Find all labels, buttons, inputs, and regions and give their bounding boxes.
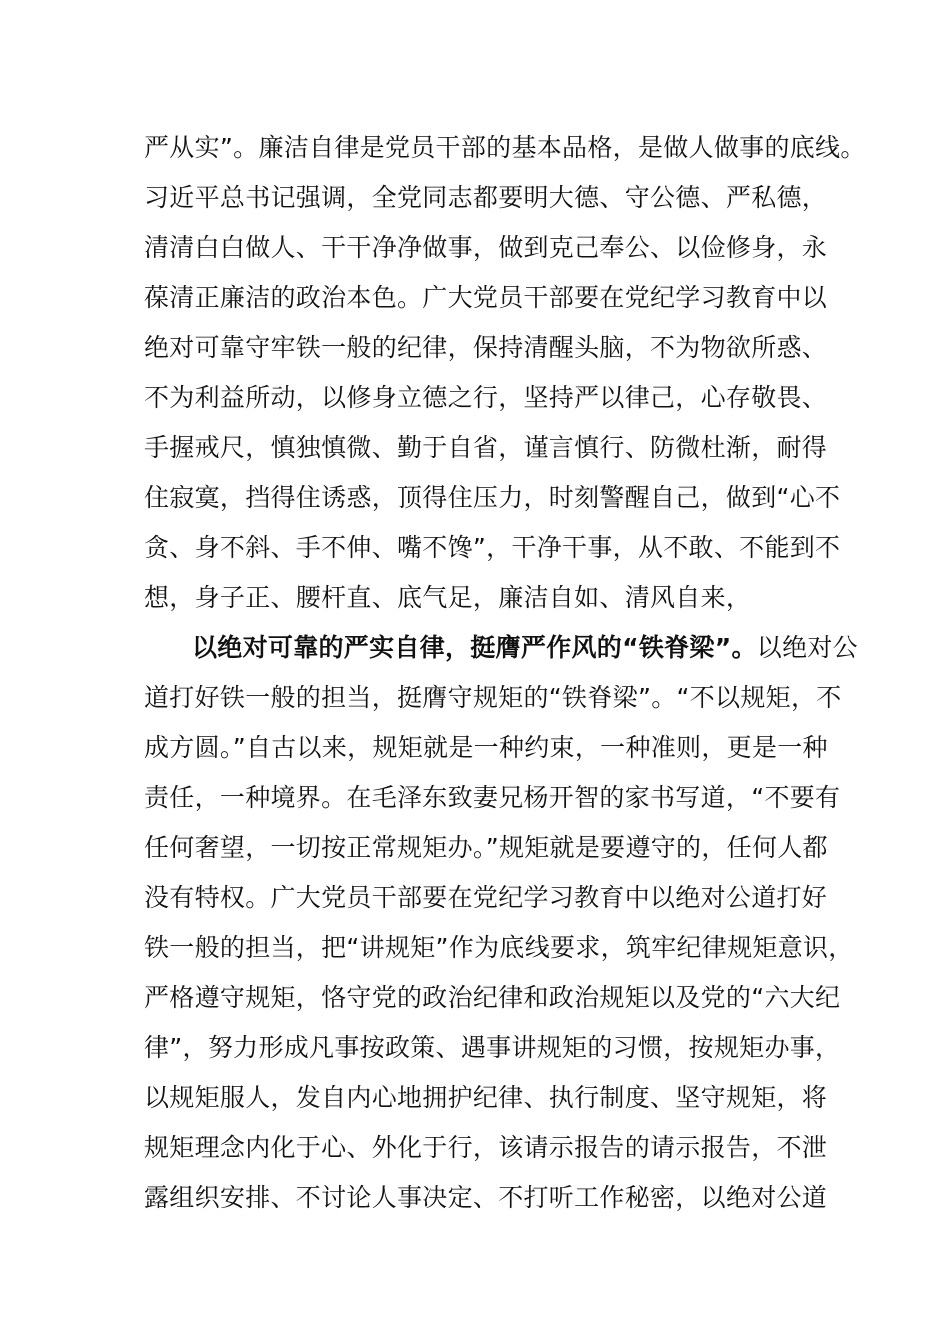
paragraph-2 bbox=[144, 623, 858, 1223]
paragraph-1 bbox=[144, 123, 866, 623]
text-line: 习近平总书记强调，全党同志都要明大德、守公德、严私德， bbox=[144, 183, 828, 212]
text-line: 不为利益所动，以修身立德之行，坚持严以律己，心存敬畏、 bbox=[144, 383, 828, 412]
paragraph-heading: 以绝对可靠的严实自律，挺膺严作风的“铁脊梁”。 bbox=[192, 633, 757, 662]
text-line: 律”，努力形成凡事按政策、遇事讲规矩的习惯，按规矩办事， bbox=[144, 1033, 841, 1062]
text-line: 手握戒尺，慎独慎微、勤于自省，谨言慎行、防微杜渐，耐得 bbox=[144, 433, 828, 462]
text-line: 绝对可靠守牢铁一般的纪律，保持清醒头脑，不为物欲所惑、 bbox=[144, 333, 828, 362]
text-line: 铁一般的担当，把“讲规矩”作为底线要求，筑牢纪律规矩意识， bbox=[144, 933, 854, 962]
text-line: 清清白白做人、干干净净做事，做到克己奉公、以俭修身，永 bbox=[144, 233, 828, 262]
text-line: 道打好铁一般的担当，挺膺守规矩的“铁脊梁”。“不以规矩，不 bbox=[144, 683, 842, 712]
text-line: 没有特权。广大党员干部要在党纪学习教育中以绝对公道打好 bbox=[144, 883, 828, 912]
text-line: 住寂寞，挡得住诱惑，顶得住压力，时刻警醒自己，做到“心不 bbox=[144, 483, 841, 512]
text-line: 以规矩服人，发自内心地拥护纪律、执行制度、坚守规矩，将 bbox=[144, 1083, 828, 1112]
paragraph-2-first-line bbox=[144, 623, 858, 673]
text-line: 任何奢望，一切按正常规矩办。”规矩就是要遵守的，任何人都 bbox=[144, 833, 828, 862]
text-line: 葆清正廉洁的政治本色。广大党员干部要在党纪学习教育中以 bbox=[144, 283, 828, 312]
heading-line-rest: 以绝对公 bbox=[756, 633, 858, 662]
text-line: 露组织安排、不讨论人事决定、不打听工作秘密，以绝对公道 bbox=[144, 1183, 828, 1212]
document-body bbox=[144, 123, 866, 1223]
text-line: 严格遵守规矩，恪守党的政治纪律和政治规矩以及党的“六大纪 bbox=[144, 983, 841, 1012]
text-line: 想，身子正、腰杆直、底气足，廉洁自如、清风自来， bbox=[144, 583, 752, 612]
text-line: 严从实”。廉洁自律是党员干部的基本品格，是做人做事的底线。 bbox=[144, 133, 866, 162]
text-line: 贪、身不斜、手不伸、嘴不馋”，干净干事，从不敢、不能到不 bbox=[144, 533, 841, 562]
text-line: 规矩理念内化于心、外化于行，该请示报告的请示报告，不泄 bbox=[144, 1133, 828, 1162]
text-line: 成方圆。”自古以来，规矩就是一种约束，一种准则，更是一种 bbox=[144, 733, 828, 762]
text-line: 责任，一种境界。在毛泽东致妻兄杨开智的家书写道，“不要有 bbox=[144, 783, 841, 812]
